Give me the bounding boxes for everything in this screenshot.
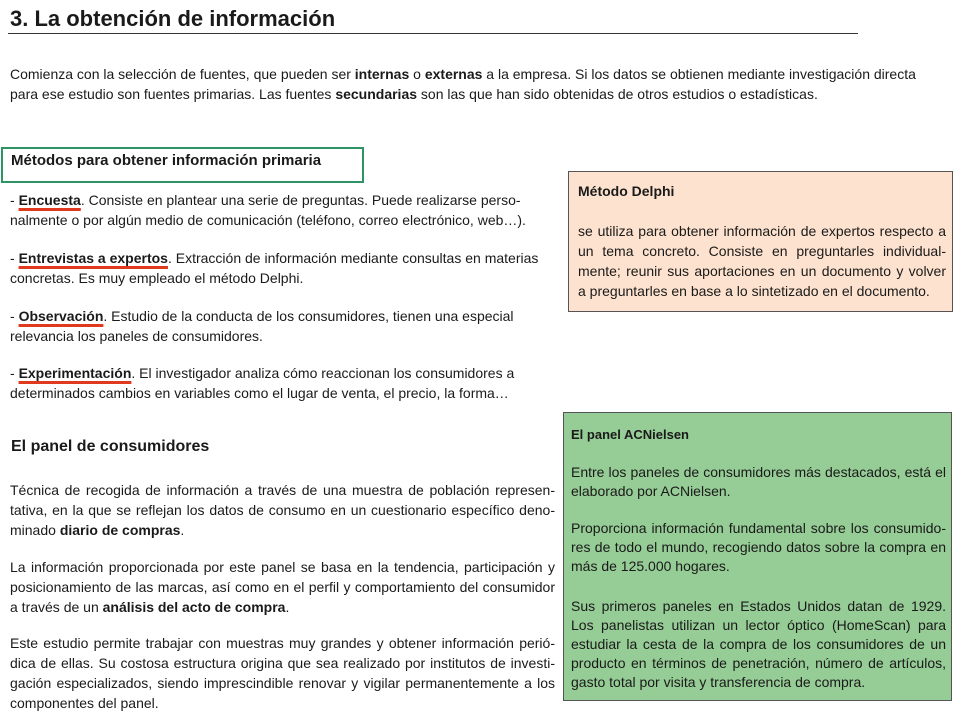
acnielsen-title: El panel ACNielsen [571,427,689,442]
consumer-panel-heading: El panel de consumidores [11,438,210,455]
method-item-observacion: - Observación. Estudio de la conducta de los consumidores, tienen una especial relevancia los paneles de consumidores. [10,308,514,344]
method-item-entrevistas: - Entrevistas a expertos. Extracción de información mediante consultas en materias concretas. Es muy empleado el método Delphi. [10,250,539,286]
method-item-experimentacion: - Experimentación. El investigador analiza cómo reaccionan los consumidores a determinados cambios en variables como el lugar de venta, el precio, la forma… [10,365,515,401]
title-divider [8,33,858,34]
method-item-encuesta: - Encuesta. Consiste en plantear una serie de preguntas. Puede realizarse personalmente o por algún medio de comunicación (teléfono, correo electrónico, web…). [10,192,526,228]
consumer-panel-paragraph-1: Técnica de recogida de información a través de una muestra de población representativa, en la que se reflejan los datos de consumo en un cuestionario específico denominado diario de compras. [10,482,555,538]
acnielsen-paragraph-2: Proporciona información fundamental sobre los consumidores de todo el mundo, recogiendo datos sobre la compra en más de 125.000 hogares. [571,520,946,574]
consumer-panel-paragraph-3: Este estudio permite trabajar con muestras muy grandes y obtener información periódica de ellas. Su costosa estructura origina que sea realizado por institutos de investigación especializados, siendo imprescindible renovar y vigilar permanentemente a los componentes del panel. [10,635,555,711]
delphi-text: se utiliza para obtener información de expertos respecto a un tema concreto. Consiste en preguntarles individualmente; reunir sus aportaciones en un documento y volver a preguntarles en base a lo sintetizado en el documento. [578,223,946,299]
method-term: Experimentación [18,365,132,381]
primary-methods-heading: Métodos para obtener información primaria [11,152,322,169]
intro-paragraph: Comienza con la selección de fuentes, que pueden ser internas o externas a la empresa. Si los datos se obtienen mediante investigación directa para ese estudio son fuentes primarias. Las fuentes secundarias son las que han sido obtenidas de otros estudios o estadísticas. [10,66,916,102]
delphi-title: Método Delphi [578,183,675,199]
page-title: 3. La obtención de información [10,6,336,31]
consumer-panel-paragraph-2: La información proporcionada por este panel se basa en la tendencia, participación y posicionamiento de las marcas, así como en el perfil y comportamiento del consumidor a través de un análisis del acto de compra. [10,559,555,615]
method-term: Entrevistas a expertos [18,250,168,266]
method-term: Observación [18,308,104,324]
acnielsen-paragraph-1: Entre los paneles de consumidores más destacados, está el elaborado por ACNielsen. [571,464,946,499]
method-term: Encuesta [18,192,81,208]
acnielsen-paragraph-3: Sus primeros paneles en Estados Unidos datan de 1929. Los panelistas utilizan un lector óptico (HomeScan) para estudiar la cesta de la compra de los consumidores de un producto en términos de penetración, número de artículos, gasto total por visita y transferencia de compra. [571,598,946,690]
